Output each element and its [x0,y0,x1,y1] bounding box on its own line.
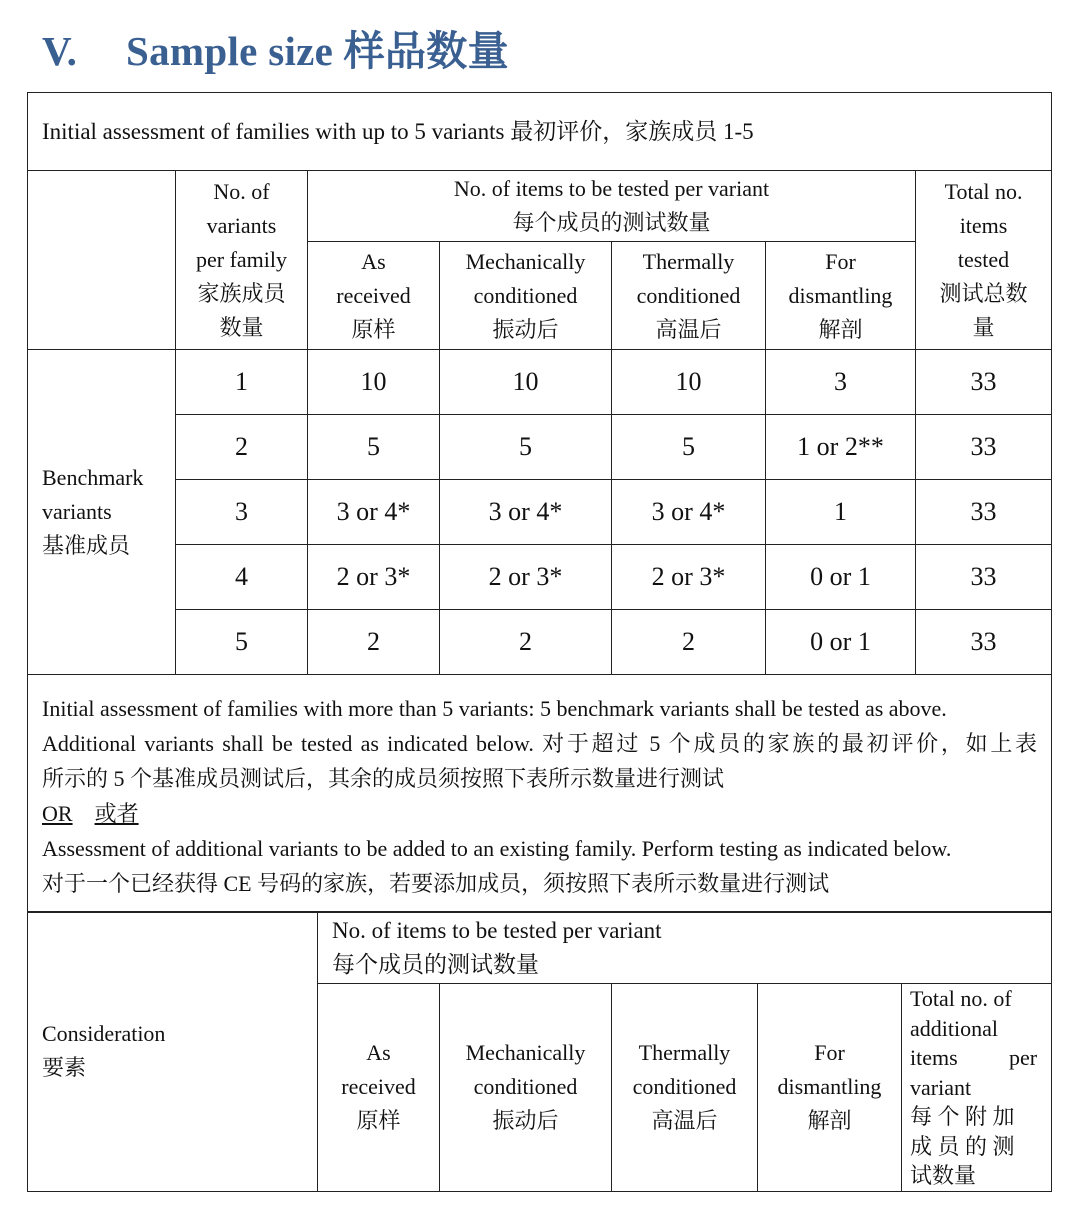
header-line: 原样 [351,316,396,342]
header-line: 振动后 [492,1108,559,1134]
cell-variant-count: 1 [176,350,308,415]
header-line: Mechanically [465,1040,586,1066]
label-line: Benchmark [42,465,144,490]
cell-thermally: 2 or 3* [612,545,766,610]
header-line: 每个成员的测试数量 [512,210,711,235]
header-line: conditioned [632,1074,737,1100]
label-line: 基准成员 [42,533,131,558]
cell-as-received: 5 [308,415,440,480]
cell-mechanically: 2 [440,610,612,675]
header-line: 数量 [219,315,264,340]
cell-total: 33 [916,415,1052,480]
header-line: 成 员 的 测 [910,1133,1015,1159]
note-or-line [42,796,1037,831]
header-line: Total no. of [910,986,1012,1011]
cell-mechanically: 5 [440,415,612,480]
cell-dismantling: 3 [766,350,916,415]
header-for-dismantling [758,984,902,1192]
header-line: 要素 [42,1055,87,1081]
header-line: conditioned [473,1074,578,1100]
cell-mechanically: 2 or 3* [440,545,612,610]
cell-total: 33 [916,480,1052,545]
header-for-dismantling [766,242,916,350]
cell-as-received: 10 [308,350,440,415]
cell-as-received: 2 [308,610,440,675]
cell-total: 33 [916,545,1052,610]
header-line: 每 个 附 加 [910,1104,1015,1129]
table-row [28,350,1052,415]
header-line: As [366,1040,391,1066]
note-line: Initial assessment of families with more than 5 variants: 5 benchmark variants shall be tested as above. [42,696,947,721]
header-variants-per-family [176,171,308,350]
header-as-received [308,242,440,350]
header-line: Thermally [642,248,735,274]
header-line: variant [910,1074,972,1100]
header-line: No. of items to be tested per variant [453,176,770,201]
header-line: dismantling [777,1074,882,1100]
header-line: Mechanically [465,248,586,274]
header-line: items [959,213,1008,238]
cell-dismantling: 0 or 1 [766,610,916,675]
header-line: received [341,1074,416,1100]
header-thermally-conditioned [612,984,758,1192]
header-line: dismantling [788,282,893,308]
header-line: conditioned [473,282,578,308]
header-line: 试数量 [910,1163,977,1188]
header-line: 高温后 [651,1108,718,1134]
cell-as-received: 3 or 4* [308,480,440,545]
header-line: As [361,248,386,274]
table-row [28,415,1052,480]
header-line: 解剖 [807,1108,852,1134]
header-line: No. of items to be tested per variant [332,917,662,943]
cell-thermally: 2 [612,610,766,675]
cell-mechanically: 3 or 4* [440,480,612,545]
cell-dismantling: 0 or 1 [766,545,916,610]
note-line: 对于一个已经获得 CE 号码的家族，若要添加成员，须按照下表所示数量进行测试 [42,871,830,896]
cell-dismantling: 1 [766,480,916,545]
header-line: Thermally [638,1040,731,1066]
header-line: Consideration [42,1021,166,1047]
header-mechanically-conditioned [440,242,612,350]
cell-mechanically: 10 [440,350,612,415]
header-line: per family [195,247,288,272]
cell-thermally: 3 or 4* [612,480,766,545]
header-line: No. of [213,179,270,204]
header-line: received [336,282,411,308]
header-line: variants [206,213,277,238]
section-title: Sample size 样品数量 [126,28,509,74]
additional-variants-note [28,675,1052,913]
consideration-header [28,912,318,1192]
header-line: 振动后 [492,316,559,342]
header-line: For [825,248,856,274]
table-row [28,480,1052,545]
cell-total: 33 [916,610,1052,675]
cell-dismantling: 1 or 2** [766,415,916,480]
header-items-per-variant [318,912,1052,984]
header-line: conditioned [636,282,741,308]
section-heading [42,18,509,77]
header-line: 测试总数 [939,281,1028,306]
header-total-additional-items [902,984,1052,1192]
header-as-received [318,984,440,1192]
header-mechanically-conditioned [440,984,612,1192]
header-thermally-conditioned [612,242,766,350]
table-row [28,610,1052,675]
header-line: 家族成员 [197,281,286,306]
cell-thermally: 10 [612,350,766,415]
cell-as-received: 2 or 3* [308,545,440,610]
or-english: OR [42,801,73,826]
header-line: tested [957,247,1010,272]
header-line: 高温后 [655,316,722,342]
header-line: 原样 [356,1108,401,1134]
header-line: 量 [972,315,995,340]
header-line: Total no. [944,179,1023,204]
or-chinese: 或者 [94,801,139,826]
table-title: Initial assessment of families with up to 5 variants 最初评价，家族成员 1-5 [28,93,1052,171]
header-line: additional [910,1015,998,1041]
header-line: For [814,1040,845,1066]
header-line: 解剖 [818,316,863,342]
cell-thermally: 5 [612,415,766,480]
note-line: 所示的 5 个基准成员测试后，其余的成员须按照下表所示数量进行测试 [42,766,725,791]
note-line: Additional variants shall be tested as indicated below. 对于超过 5 个成员的家族的最初评价，如上表 [42,731,1038,756]
header-items-per-variant [308,171,916,242]
note-line: Assessment of additional variants to be added to an existing family. Perform testing as indicated below. [42,836,952,861]
cell-variant-count: 3 [176,480,308,545]
cell-variant-count: 4 [176,545,308,610]
header-line: items per [910,1045,1038,1070]
benchmark-variants-label [28,350,176,675]
header-total-items [916,171,1052,350]
cell-variant-count: 5 [176,610,308,675]
empty-corner-cell [28,171,176,350]
section-number: V. [42,28,78,74]
header-line: 每个成员的测试数量 [332,951,539,977]
additional-variants-table [27,911,1052,1192]
label-line: variants [42,499,112,524]
cell-total: 33 [916,350,1052,415]
cell-variant-count: 2 [176,415,308,480]
table-row [28,545,1052,610]
sample-size-table [27,92,1052,913]
